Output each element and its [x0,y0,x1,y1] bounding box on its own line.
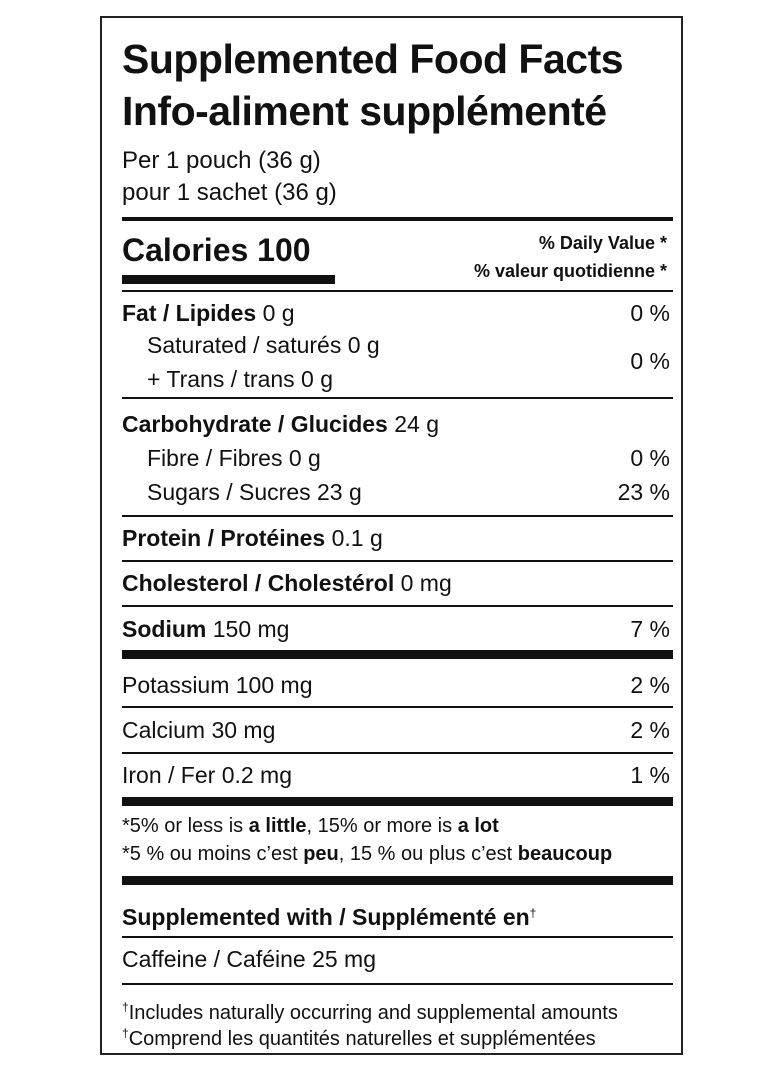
title-french: Info-aliment supplémenté [122,88,607,134]
divider [122,983,673,985]
divider [122,290,673,292]
supplement-row-caffeine: Caffeine / Caféine 25 mg [122,946,377,972]
serving-size-french: pour 1 sachet (36 g) [122,179,337,206]
divider [122,560,673,562]
supplement-note-french: †Comprend les quantités naturelles et supplémentées [122,1026,596,1050]
divider [122,752,673,754]
divider [122,515,673,517]
divider [122,706,673,708]
title-english: Supplemented Food Facts [122,36,624,82]
footnote-english: *5% or less is a little, 15% or more is a lot [122,815,499,837]
divider-thick [122,650,673,659]
divider-thick [122,217,673,221]
calories-underline [122,275,335,284]
serving-size-english: Per 1 pouch (36 g) [122,147,321,174]
supplement-note-english: †Includes naturally occurring and supplemental amounts [122,1000,618,1024]
nutrition-facts-panel: Supplemented Food Facts Info-aliment supplémenté Per 1 pouch (36 g) pour 1 sachet (36 g) Calories 100 % Daily Value * % valeur quotidienne * Fat / Lipides 0 g 0 % Saturated / saturés 0 g 0 % + Trans / trans 0 g Carbohydrate / Glucides 24 g Fibre / Fibres 0 g 0 % Sugars / Sucres 23 g 23 % Protein / Protéines 0.1 g Cholesterol / Cholestérol 0 mg Sodium 150 mg 7 % Potassium 100 mg 2 % Calcium 30 mg 2 % Iron / Fer 0.2 mg 1 % *5% or less is a little, 15% or more is a lot *5 % ou moins c’est peu, 15 % ou plus c’est beaucoup Supplemented with / Supplémenté en† Caffeine / Caféine 25 mg †Includes naturally occurring and supplemental amounts †Comprend les quantités naturelles et supplémentées [100,16,683,1055]
divider [122,605,673,607]
calories-label: Calories 100 [122,232,311,268]
daily-value-header-french: % valeur quotidienne * [473,261,667,281]
divider [122,397,673,399]
divider-thick [122,876,673,885]
divider-thick [122,797,673,806]
footnote-french: *5 % ou moins c’est peu, 15 % ou plus c’est beaucoup [122,843,613,865]
daily-value-header-english: % Daily Value * [538,233,667,253]
supplemented-heading: Supplemented with / Supplémenté en† [122,904,537,930]
divider [122,936,673,938]
